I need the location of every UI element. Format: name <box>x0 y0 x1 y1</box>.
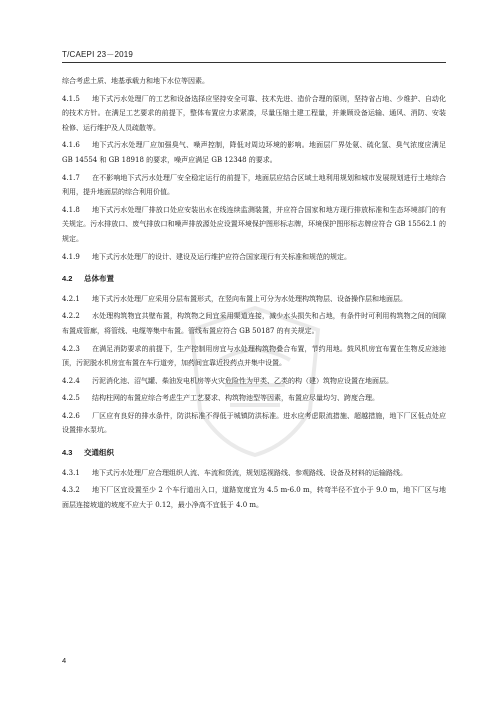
clause-4-2-6 <box>62 409 446 438</box>
clause-number: 4.2.4 <box>62 376 80 385</box>
clause-text: 地下式污水处理厂应合理组织人流、车流和货流，规划巡视路线、参观路线、设备及材料的运输路线。 <box>92 468 407 477</box>
clause-4-3-2 <box>62 483 446 512</box>
clause-number: 4.2.6 <box>62 411 80 420</box>
clause-4-2-4 <box>62 374 446 389</box>
clause-4-1-7 <box>62 171 446 200</box>
clause-text: 水处理构筑物宜共壁布置，构筑物之间宜采用渠道连接，减少水头损失和占地，有条件时可利用构筑物之间的间隙布置成管廊，将管线、电缆等集中布置。管线布置应符合 GB 50187 的有关规定。 <box>62 312 446 335</box>
clause-text: 地下式污水处理厂应采用分层布置形式，在竖向布置上可分为水处理构筑物层、设备操作层和地面层。 <box>92 294 407 303</box>
clause-number: 4.3.2 <box>62 486 80 495</box>
clause-4-3-1 <box>62 466 446 481</box>
clause-4-1-8 <box>62 203 446 247</box>
section-heading-4-2 <box>62 272 446 287</box>
section-number: 4.2 <box>62 274 73 284</box>
clause-number: 4.2.2 <box>62 312 80 321</box>
page-number: 4 <box>62 656 67 665</box>
header-divider <box>62 62 446 63</box>
section-title: 交通组织 <box>84 448 114 458</box>
clause-text: 在不影响地下式污水处理厂安全稳定运行的前提下，地面层应结合区域土地利用规划和城市发展规划进行土地综合利用，提升地面层的综合利用价值。 <box>62 173 446 197</box>
section-heading-4-3 <box>62 446 446 461</box>
paragraph-continuation: 综合考虑土质、地基承载力和地下水位等因素。 <box>62 77 209 85</box>
clause-text: 厂区应有良好的排水条件，防洪标准不得低于城镇防洪标准。进水应考虑限流措施、超越措施，地下厂区低点处应设置排水泵坑。 <box>62 411 446 435</box>
clause-number: 4.3.1 <box>62 468 80 477</box>
clause-text: 污泥消化池、沼气罐、柴油发电机房等火灾危险性为甲类、乙类的构（建）筑物应设置在地面层。 <box>92 376 393 385</box>
clause-number: 4.2.3 <box>62 344 80 353</box>
document-body <box>62 74 446 515</box>
clause-text: 地下式污水处理厂的工艺和设备选择应坚持安全可靠、技术先进、造价合理的原则，坚持省占地、少维护、自动化的技术方针。在满足工艺要求的前提下，整体布置应力求紧凑，尽量压缩土建工程量，并兼顾设备运输、通风、消防、安装检修、运行维护及人员疏散等。 <box>62 94 446 132</box>
standard-code: T/CAEPI 23－2019 <box>62 50 134 59</box>
clause-text: 地下式污水处理厂的设计、建设及运行维护应符合国家现行有关标准和规范的规定。 <box>92 252 351 261</box>
clause-number: 4.1.8 <box>62 205 80 214</box>
clause-number: 4.1.7 <box>62 173 80 182</box>
clause-text: 地下式污水处理厂排放口处应安装出水在线连续监测装置，并应符合国家和地方现行排放标准和生态环境部门的有关规定。污水排放口、废气排放口和噪声排放源处应设置环境保护图形标志牌，环境保护图形标志牌应符合 GB 15562.1 的规定。 <box>62 205 446 243</box>
clause-4-1-6 <box>62 138 446 167</box>
clause-text: 结构柱网的布置应综合考虑生产工艺要求、构筑物池型等因素，布置应尽量均匀、跨度合理。 <box>92 394 379 403</box>
clause-text: 在满足消防要求的前提下，生产控制用房宜与水处理构筑物叠合布置，节约用地。鼓风机房宜布置在生物反应池池顶，污泥脱水机房宜布置在车行道旁，加药间宜靠近投药点并集中设置。 <box>62 344 446 368</box>
section-number: 4.3 <box>62 448 73 458</box>
section-title: 总体布置 <box>84 274 114 284</box>
clause-number: 4.1.9 <box>62 252 80 261</box>
clause-4-1-9 <box>62 250 446 265</box>
clause-text: 地下厂区宜设置至少 2 个车行道出入口，道路宽度宜为 4.5 m-6.0 m，转弯半径不宜小于 9.0 m，地下厂区与地面层连接坡道的坡度不应大于 0.12，最小净高不宜低于 4.0 m。 <box>62 486 446 509</box>
clause-4-1-5 <box>62 92 446 136</box>
clause-number: 4.2.1 <box>62 294 80 303</box>
clause-number: 4.1.6 <box>62 141 80 150</box>
clause-4-2-2 <box>62 309 446 338</box>
clause-4-2-3 <box>62 342 446 371</box>
clause-number: 4.2.5 <box>62 394 80 403</box>
clause-text: 地下式污水处理厂应加强臭气、噪声控制，降低对周边环境的影响。地面层厂界处氨、硫化氢、臭气浓度应满足 GB 14554 和 GB 18918 的要求，噪声应满足 GB 12348 的要求。 <box>62 141 446 164</box>
clause-number: 4.1.5 <box>62 94 80 103</box>
clause-4-2-5 <box>62 391 446 406</box>
clause-4-2-1 <box>62 292 446 307</box>
